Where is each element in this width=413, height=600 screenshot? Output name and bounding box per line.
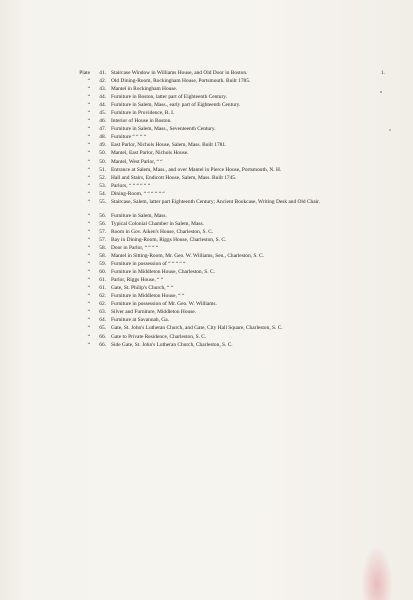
plate-number: 49. (99, 142, 106, 149)
ditto-mark: “ (87, 174, 90, 181)
plate-number: 66. (99, 341, 106, 348)
plate-entry (70, 333, 390, 341)
ditto-mark: “ (87, 110, 90, 117)
plate-entry (70, 324, 390, 332)
ditto-mark: “ (87, 150, 90, 157)
plate-number: 63. (99, 309, 106, 316)
plate-number: 41. (99, 70, 106, 76)
plate-entry (70, 308, 390, 316)
plate-description: Staircase Window in Williams House, and Old Door in Boston. (111, 70, 248, 76)
plate-description: East Parlor, Nichols House, Salem, Mass. Built 1781. (111, 142, 227, 149)
plate-entry (70, 268, 390, 276)
ditto-mark: “ (87, 78, 90, 85)
plate-description: Staircase, Salem, latter part Eighteenth Century; Ancient Bookcase, Writing Desk and Old Chair. (111, 198, 320, 205)
plate-entry (70, 174, 390, 182)
plate-description: Furniture at Savannah, Ga. (111, 317, 169, 324)
plate-number: 43. (99, 86, 106, 93)
plate-entry (70, 341, 390, 349)
plate-entry (70, 158, 390, 166)
plate-number: 56. (99, 220, 106, 227)
paper-stain (362, 548, 392, 600)
plate-number: 52. (99, 174, 106, 181)
plate-description: Interior of House in Boston. (111, 118, 172, 125)
plate-entry (70, 149, 390, 157)
plate-entry (70, 117, 390, 125)
plate-description: Silver and Furniture, Middleton House. (111, 309, 197, 316)
plate-description: Mantel, West Parlor, “ “ (111, 158, 163, 165)
plate-entry (70, 141, 390, 149)
plate-entry (70, 252, 390, 260)
plate-entry (70, 236, 390, 244)
plate-entry (70, 276, 390, 284)
plate-entry (70, 316, 390, 324)
plate-number: 58. (99, 244, 106, 251)
plate-description: Furniture in possession of “ “ “ “ “ (111, 261, 186, 268)
plate-number: 61. (99, 285, 106, 292)
plate-entry (70, 77, 390, 85)
plate-description: Mantel, East Parlor, Nichols House. (111, 150, 189, 157)
ditto-mark: “ (87, 341, 90, 348)
plate-description: Typical Colonial Chamber in Salem, Mass. (111, 220, 204, 227)
plate-description: Furniture in Salem, Mass. (111, 212, 167, 219)
plate-number: 58. (99, 253, 106, 260)
ditto-mark: “ (87, 269, 90, 276)
plate-description: Door in Parlor, “ “ “ “ (111, 244, 159, 251)
plate-number: 57. (99, 236, 106, 243)
ditto-mark: “ (87, 277, 90, 284)
plate-number: 59. (99, 261, 106, 268)
ditto-mark: “ (87, 212, 90, 219)
plate-number: 42. (99, 78, 106, 85)
plate-entry (70, 69, 390, 77)
ditto-mark: “ (87, 244, 90, 251)
plate-number: 65. (99, 325, 106, 332)
plate-description: Furniture in Salem, Mass., early part of Eighteenth Century. (111, 102, 241, 109)
plate-entry (70, 198, 390, 206)
plate-entry (70, 166, 390, 174)
plate-entry (70, 284, 390, 292)
plate-number: 53. (99, 182, 106, 189)
ditto-mark: “ (87, 190, 90, 197)
plate-number: 60. (99, 269, 106, 276)
plate-number: 62. (99, 293, 106, 300)
plate-description: Gate, St. John's Lutheran Church, and Gate, City Hall Square, Charleston, S. C. (111, 325, 283, 332)
plate-description: Entrance at Salem, Mass., and over Mantel in Pierce House, Portsmouth, N. H. (111, 166, 282, 173)
corner-mark: 1. (381, 71, 385, 76)
plate-description: Gate, St. Philip's Church, “ “ (111, 285, 174, 292)
plate-description: Furniture in Middleton House, Charleston, S. C. (111, 269, 215, 276)
plate-description: Furniture in Middleton House, “ “ (111, 293, 185, 300)
plate-description: Old Dining-Room, Rockingham House, Portsmouth. Built 1785. (111, 78, 251, 85)
plate-entry (70, 109, 390, 117)
ditto-mark: “ (87, 317, 90, 324)
plate-description: Mantel in Rockingham House. (111, 86, 178, 93)
ditto-mark: “ (87, 293, 90, 300)
plate-number: 64. (99, 317, 106, 324)
plate-number: 44. (99, 102, 106, 109)
plate-entry (70, 244, 390, 252)
ditto-mark: “ (87, 301, 90, 308)
plate-description: Mantel in Sitting-Room, Mr. Geo. W. Williams, Sen., Charleston, S. C. (111, 253, 265, 260)
ditto-mark: “ (87, 333, 90, 340)
ditto-mark: “ (87, 236, 90, 243)
plate-number: 56. (99, 212, 106, 219)
plate-description: Furniture in Providence, R. I. (111, 110, 175, 117)
plate-label: Plate (79, 70, 90, 76)
ditto-mark: “ (87, 118, 90, 125)
plate-description: Dining-Room, “ “ “ “ “ “ (111, 190, 165, 197)
plate-entry (70, 85, 390, 93)
ditto-mark: “ (87, 142, 90, 149)
plate-description: Bay in Dining-Room, Riggs House, Charleston, S. C. (111, 236, 227, 243)
ditto-mark: “ (87, 134, 90, 141)
plate-entry (70, 212, 390, 220)
plate-description: Parlor, Riggs House, “ “ (111, 277, 164, 284)
ditto-mark: “ (87, 182, 90, 189)
plate-entry (70, 292, 390, 300)
plate-entry (70, 300, 390, 308)
plate-entry (70, 190, 390, 198)
plate-number: 57. (99, 228, 106, 235)
plate-description: Hall and Stairs, Endicott House, Salem, Mass. Built 1745. (111, 174, 237, 181)
plate-entry (70, 93, 390, 101)
plate-description: Furniture in Boston, latter part of Eighteenth Century. (111, 94, 227, 101)
plate-number: 44. (99, 94, 106, 101)
plate-number: 54. (99, 190, 106, 197)
plate-number: 48. (99, 134, 106, 141)
plate-number: 47. (99, 126, 106, 133)
plate-list (70, 69, 390, 349)
plate-description: Furniture “ “ “ “ (111, 134, 147, 141)
plate-entry (70, 228, 390, 236)
plate-number: 55. (99, 198, 106, 205)
plate-entry (70, 133, 390, 141)
plate-number: 50. (99, 150, 106, 157)
ditto-mark: “ (87, 166, 90, 173)
plate-number: 66. (99, 333, 106, 340)
plate-number: 45. (99, 110, 106, 117)
plate-description: Parlors, “ “ “ “ “ “ (111, 182, 151, 189)
ditto-mark: “ (87, 228, 90, 235)
ditto-mark: “ (87, 309, 90, 316)
ditto-mark: “ (87, 220, 90, 227)
plate-number: 46. (99, 118, 106, 125)
plate-description: Gate to Private Residence, Charleston, S. C. (111, 333, 207, 340)
ditto-mark: “ (87, 102, 90, 109)
ditto-mark: “ (87, 285, 90, 292)
plate-entry (70, 125, 390, 133)
plate-entry (70, 220, 390, 228)
ditto-mark: “ (87, 253, 90, 260)
ditto-mark: “ (87, 126, 90, 133)
plate-description: Furniture in possession of Mr. Geo. W. Williams. (111, 301, 217, 308)
plate-number: 61. (99, 277, 106, 284)
plate-description: Side Gate, St. John's Lutheran Church, Charleston, S. C. (111, 341, 233, 348)
plate-entry (70, 260, 390, 268)
ditto-mark: “ (87, 261, 90, 268)
ditto-mark: “ (87, 158, 90, 165)
plate-entry (70, 182, 390, 190)
ditto-mark: “ (87, 94, 90, 101)
ditto-mark: “ (87, 86, 90, 93)
plate-number: 62. (99, 301, 106, 308)
plate-number: 51. (99, 166, 106, 173)
plate-description: Furniture in Salem, Mass., Seventeenth Century. (111, 126, 216, 133)
plate-entry (70, 101, 390, 109)
plate-number: 50. (99, 158, 106, 165)
ditto-mark: “ (87, 198, 90, 205)
ditto-mark: “ (87, 325, 90, 332)
plate-description: Room in Gov. Aiken's House, Charleston, S. C. (111, 228, 214, 235)
